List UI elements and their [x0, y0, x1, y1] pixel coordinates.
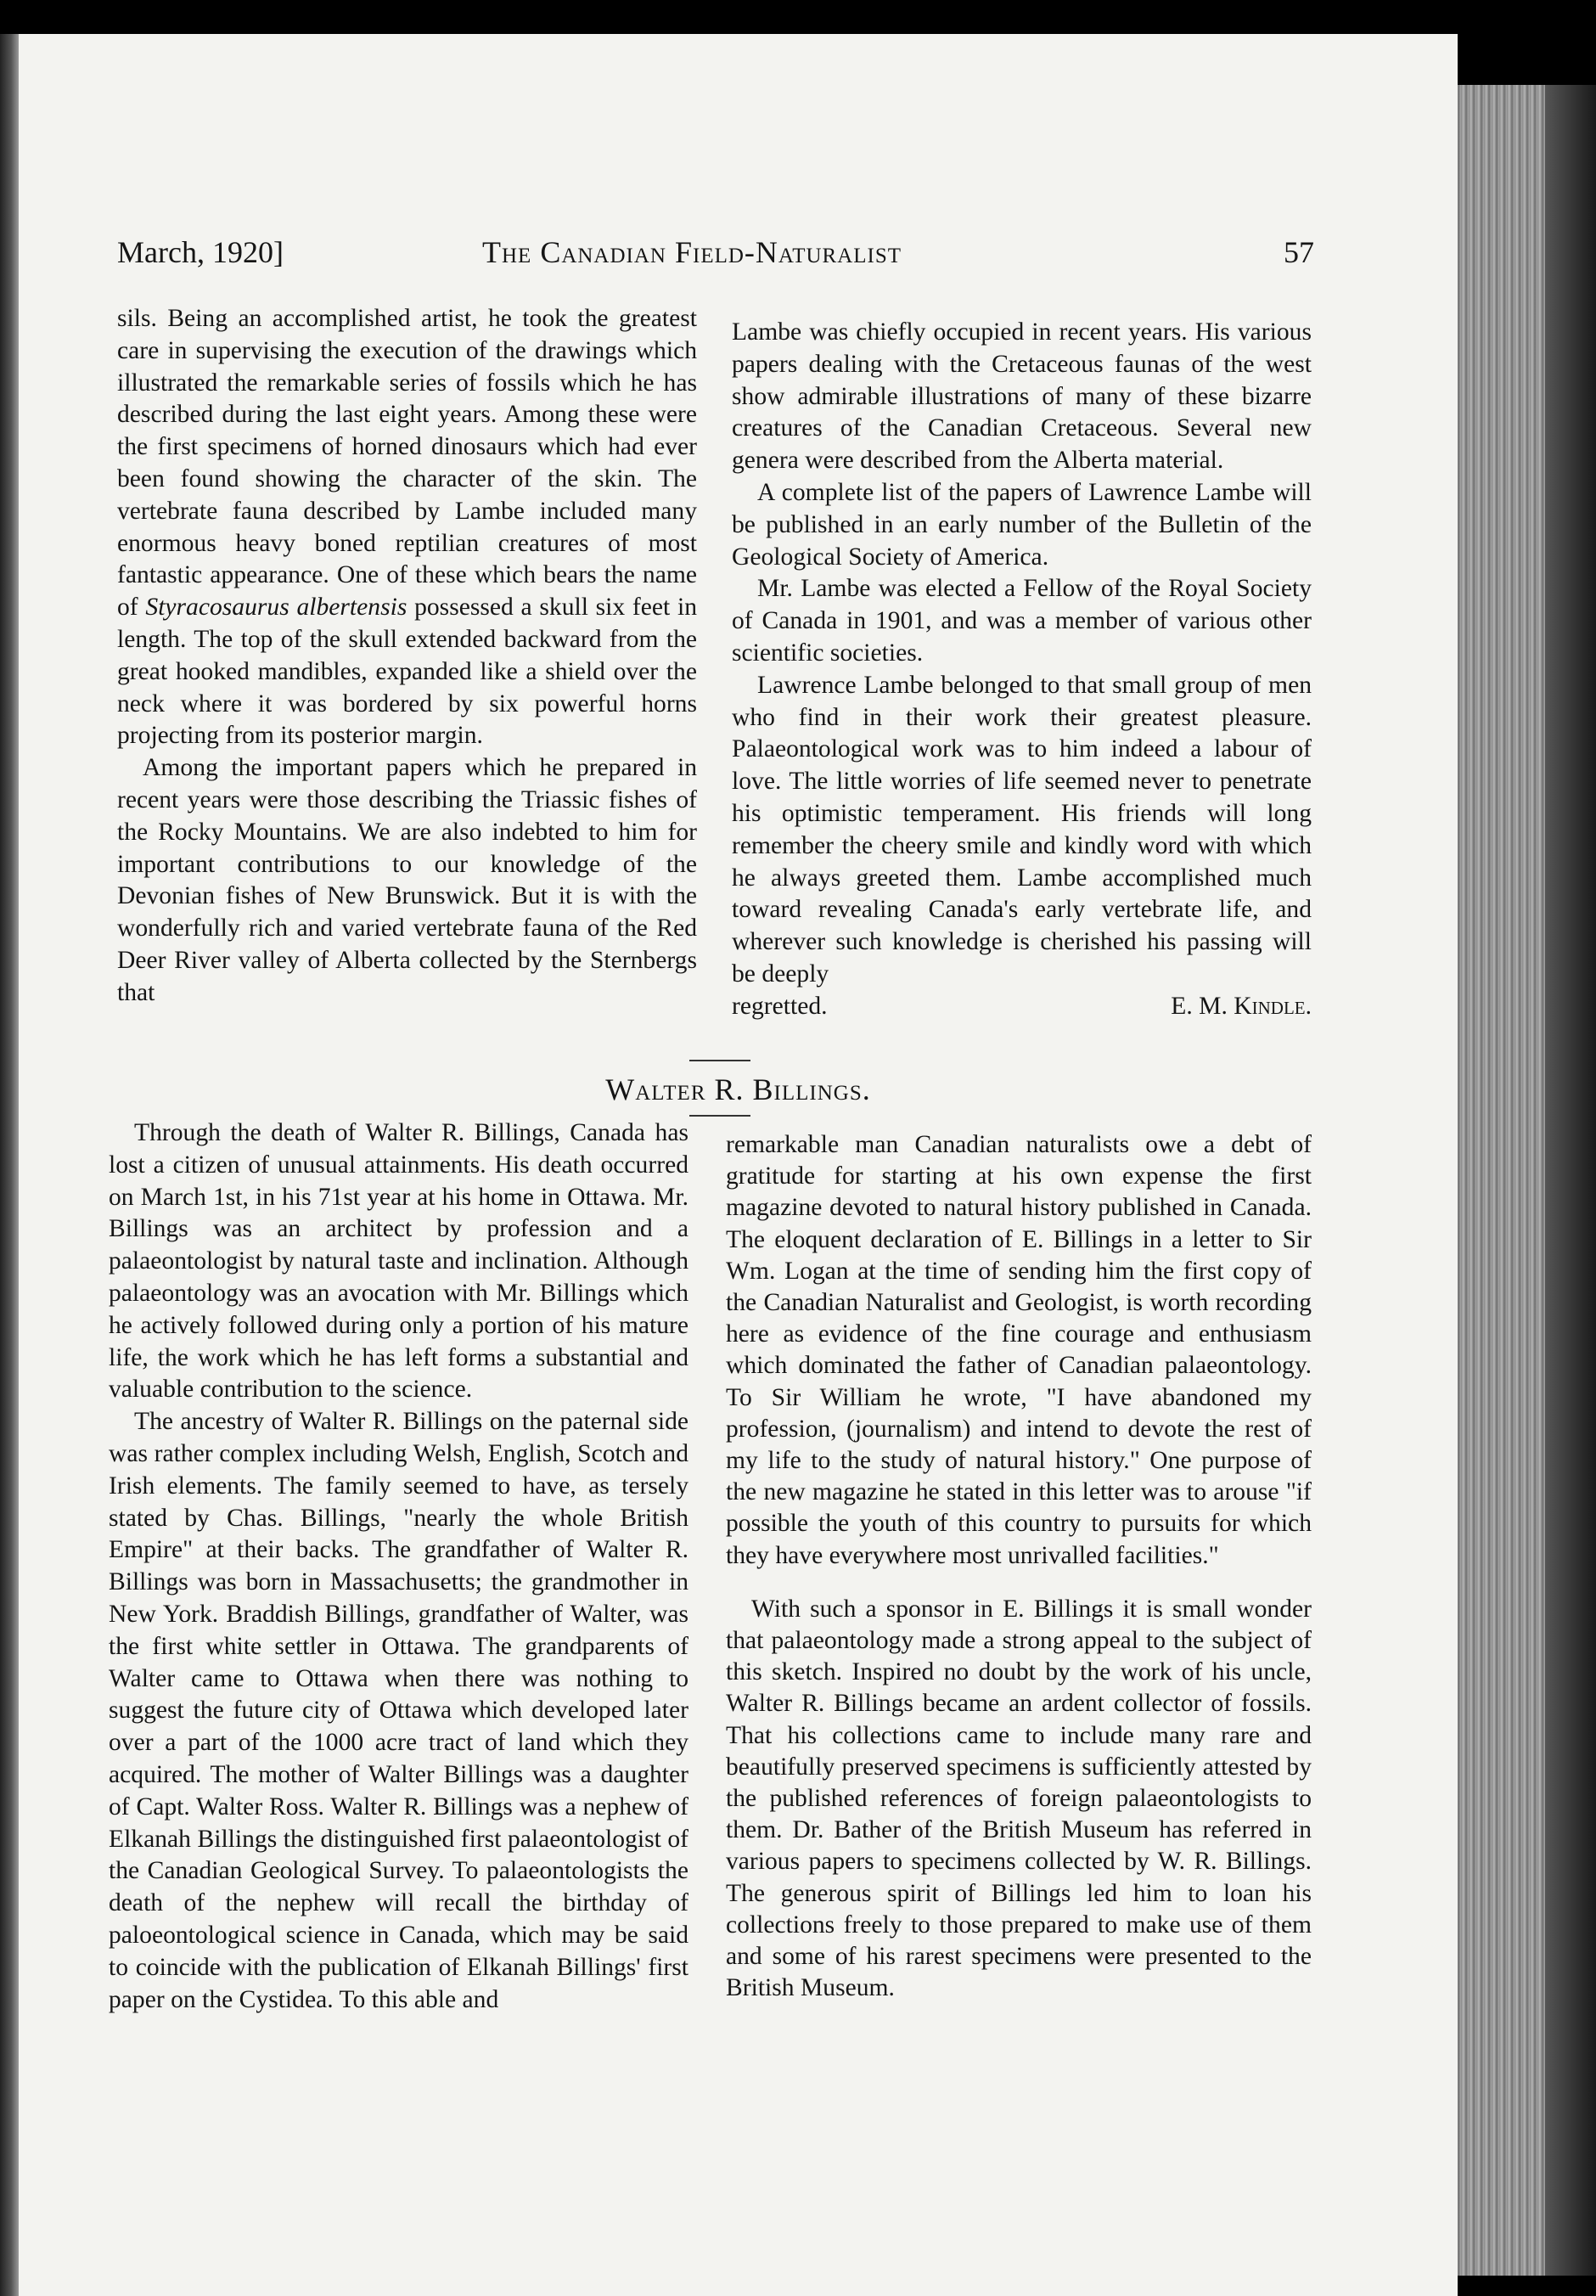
paragraph-text: sils. Being an accomplished artist, he took the greatest care in supervising the execution of the drawings which illustrated the remarkable series of fossils which he has described during the last eight years. Among these were the first specimens of horned dinosaurs which had ever been found showing the character of the skin. The vertebrate fauna described by Lambe included many enormous heavy boned reptilian creatures of most fantastic appearance. One of these which bears the name of [117, 305, 697, 622]
billings-paragraph: Through the death of Walter R. Billings, Canada has lost a citizen of unusual attainments. His death occurred on March 1st, in his 71st year at his home in Ottawa. Mr. Billings was an architect by profession and a palaeontologist by natural taste and inclination. Although palaeontology was an avocation with Mr. Billings which he actively followed during only a portion of his mature life, the work which he has left forms a substantial and valuable contribution to the science. [109, 1119, 688, 1404]
paragraph-text: possessed a skull six feet in length. The top of the skull extended backward from the great hooked mandibles, expanded like a shield over the neck where it was bordered by six powerful horns projecting from its posterior margin. [117, 594, 698, 750]
species-name: Styracosaurus albertensis [145, 594, 407, 622]
billings-paragraph: The ancestry of Walter R. Billings on the paternal side was rather complex including Welsh, English, Scotch and Irish elements. The family seemed to have, as tersely stated by Chas. Billings, "nearly the whole British Empire" at their backs. The grandfather of Walter R. Billings was born in Massachusetts; the grandmother in New York. Braddish Billings, grandfather of Walter, was the first white settler in Ottawa. The grandparents of Walter came to Ottawa when there was nothing to suggest the future city of Ottawa which developed later over a part of the 1000 acre tract of land which they acquired. The mother of Walter Billings was a daughter of Capt. Walter Ross. Walter R. Billings was a nephew of Elkanah Billings the distinguished first palaeontologist of the Canadian Geological Survey. To palaeontologists the death of the nephew will recall the birthday of paloeontological science in Canada, which may be said to coincide with the publication of Elkanah Billings' first paper on the Cystidea. To this able and [109, 1408, 688, 2013]
page-number: 57 [1284, 235, 1314, 269]
author-signature: E. M. Kindle. [1171, 992, 1312, 1020]
book-spine-shadow [0, 34, 19, 2296]
lambe-column-left [117, 303, 697, 1010]
rule-below-title [689, 1115, 750, 1117]
billings-column-left [109, 1117, 688, 2016]
lambe-paragraph: A complete list of the papers of Lawrence Lambe will be published in an early number of the Bulletin of the Geological Society of America. [732, 478, 1312, 571]
closing-word: regretted. [732, 992, 828, 1020]
lambe-paragraph: Lawrence Lambe belonged to that small group of men who find in their work their greatest pleasure. Palaeontological work was to him indeed a labour of love. The little worries of life seemed never to penetrate his optimistic temperament. His friends will long remember the cheery smile and kindly word with which he always greeted them. Lambe accomplished much toward revealing Canada's early vertebrate life, and wherever such knowledge is cherished his passing will be deeply [732, 671, 1312, 988]
rule-above-title [689, 1060, 750, 1061]
lambe-column-right [732, 317, 1312, 1023]
signature-line [732, 991, 1312, 1023]
lambe-paragraph: Lambe was chiefly occupied in recent years. His various papers dealing with the Cretaceous faunas of the west show admirable illustrations of many of these bizarre creatures of the Canadian Cretaceous. Several new genera were described from the Alberta material. [732, 318, 1312, 475]
lambe-paragraph: Among the important papers which he prepared in recent years were those describing the Triassic fishes of the Rocky Mountains. We are also indebted to him for important contributions to our knowledge of the Devonian fishes of New Brunswick. But it is with the wonderfully rich and varied vertebrate fauna of the Red Deer River valley of Alberta collected by the Sternbergs that [117, 754, 697, 1006]
article-title: Walter R. Billings. [605, 1072, 871, 1106]
running-header [117, 234, 1314, 282]
document-page [19, 34, 1458, 2296]
lambe-paragraph [117, 303, 697, 752]
book-cover-edge [1545, 85, 1596, 2276]
billings-column-right [726, 1129, 1312, 2004]
journal-title: The Canadian Field-Naturalist [482, 235, 902, 269]
billings-paragraph: remarkable man Canadian naturalists owe a debt of gratitude for starting at his own expense the first magazine devoted to natural history published in Canada. The eloquent declaration of E. Billings in a letter to Sir Wm. Logan at the time of sending him the first copy of the Canadian Naturalist and Geologist, is worth recording here as evidence of the fine courage and enthusiasm which dominated the father of Canadian palaeontology. To Sir William he wrote, "I have abandoned my profession, (journalism) and intend to devote the rest of my life to the study of natural history." One purpose of the new magazine he stated in this letter was to arouse "if possible the youth of this country to pursuits for which they have everywhere most unrivalled facilities." [726, 1131, 1312, 1569]
lambe-paragraph: Mr. Lambe was elected a Fellow of the Royal Society of Canada in 1901, and was a member of various other scientific societies. [732, 575, 1312, 667]
billings-paragraph: With such a sponsor in E. Billings it is small wonder that palaeontology made a strong appeal to the subject of this sketch. Inspired no doubt by the work of his uncle, Walter R. Billings became an ardent collector of fossils. That his collections came to include many rare and beautifully preserved specimens is sufficiently attested by the published references of foreign palaeontologists to them. Dr. Bather of the British Museum has referred in various papers to specimens collected by W. R. Billings. The generous spirit of Billings led him to loan his collections freely to those prepared to make use of them and some of his rarest specimens were presented to the British Museum. [726, 1595, 1312, 2002]
issue-date: March, 1920] [117, 235, 284, 269]
